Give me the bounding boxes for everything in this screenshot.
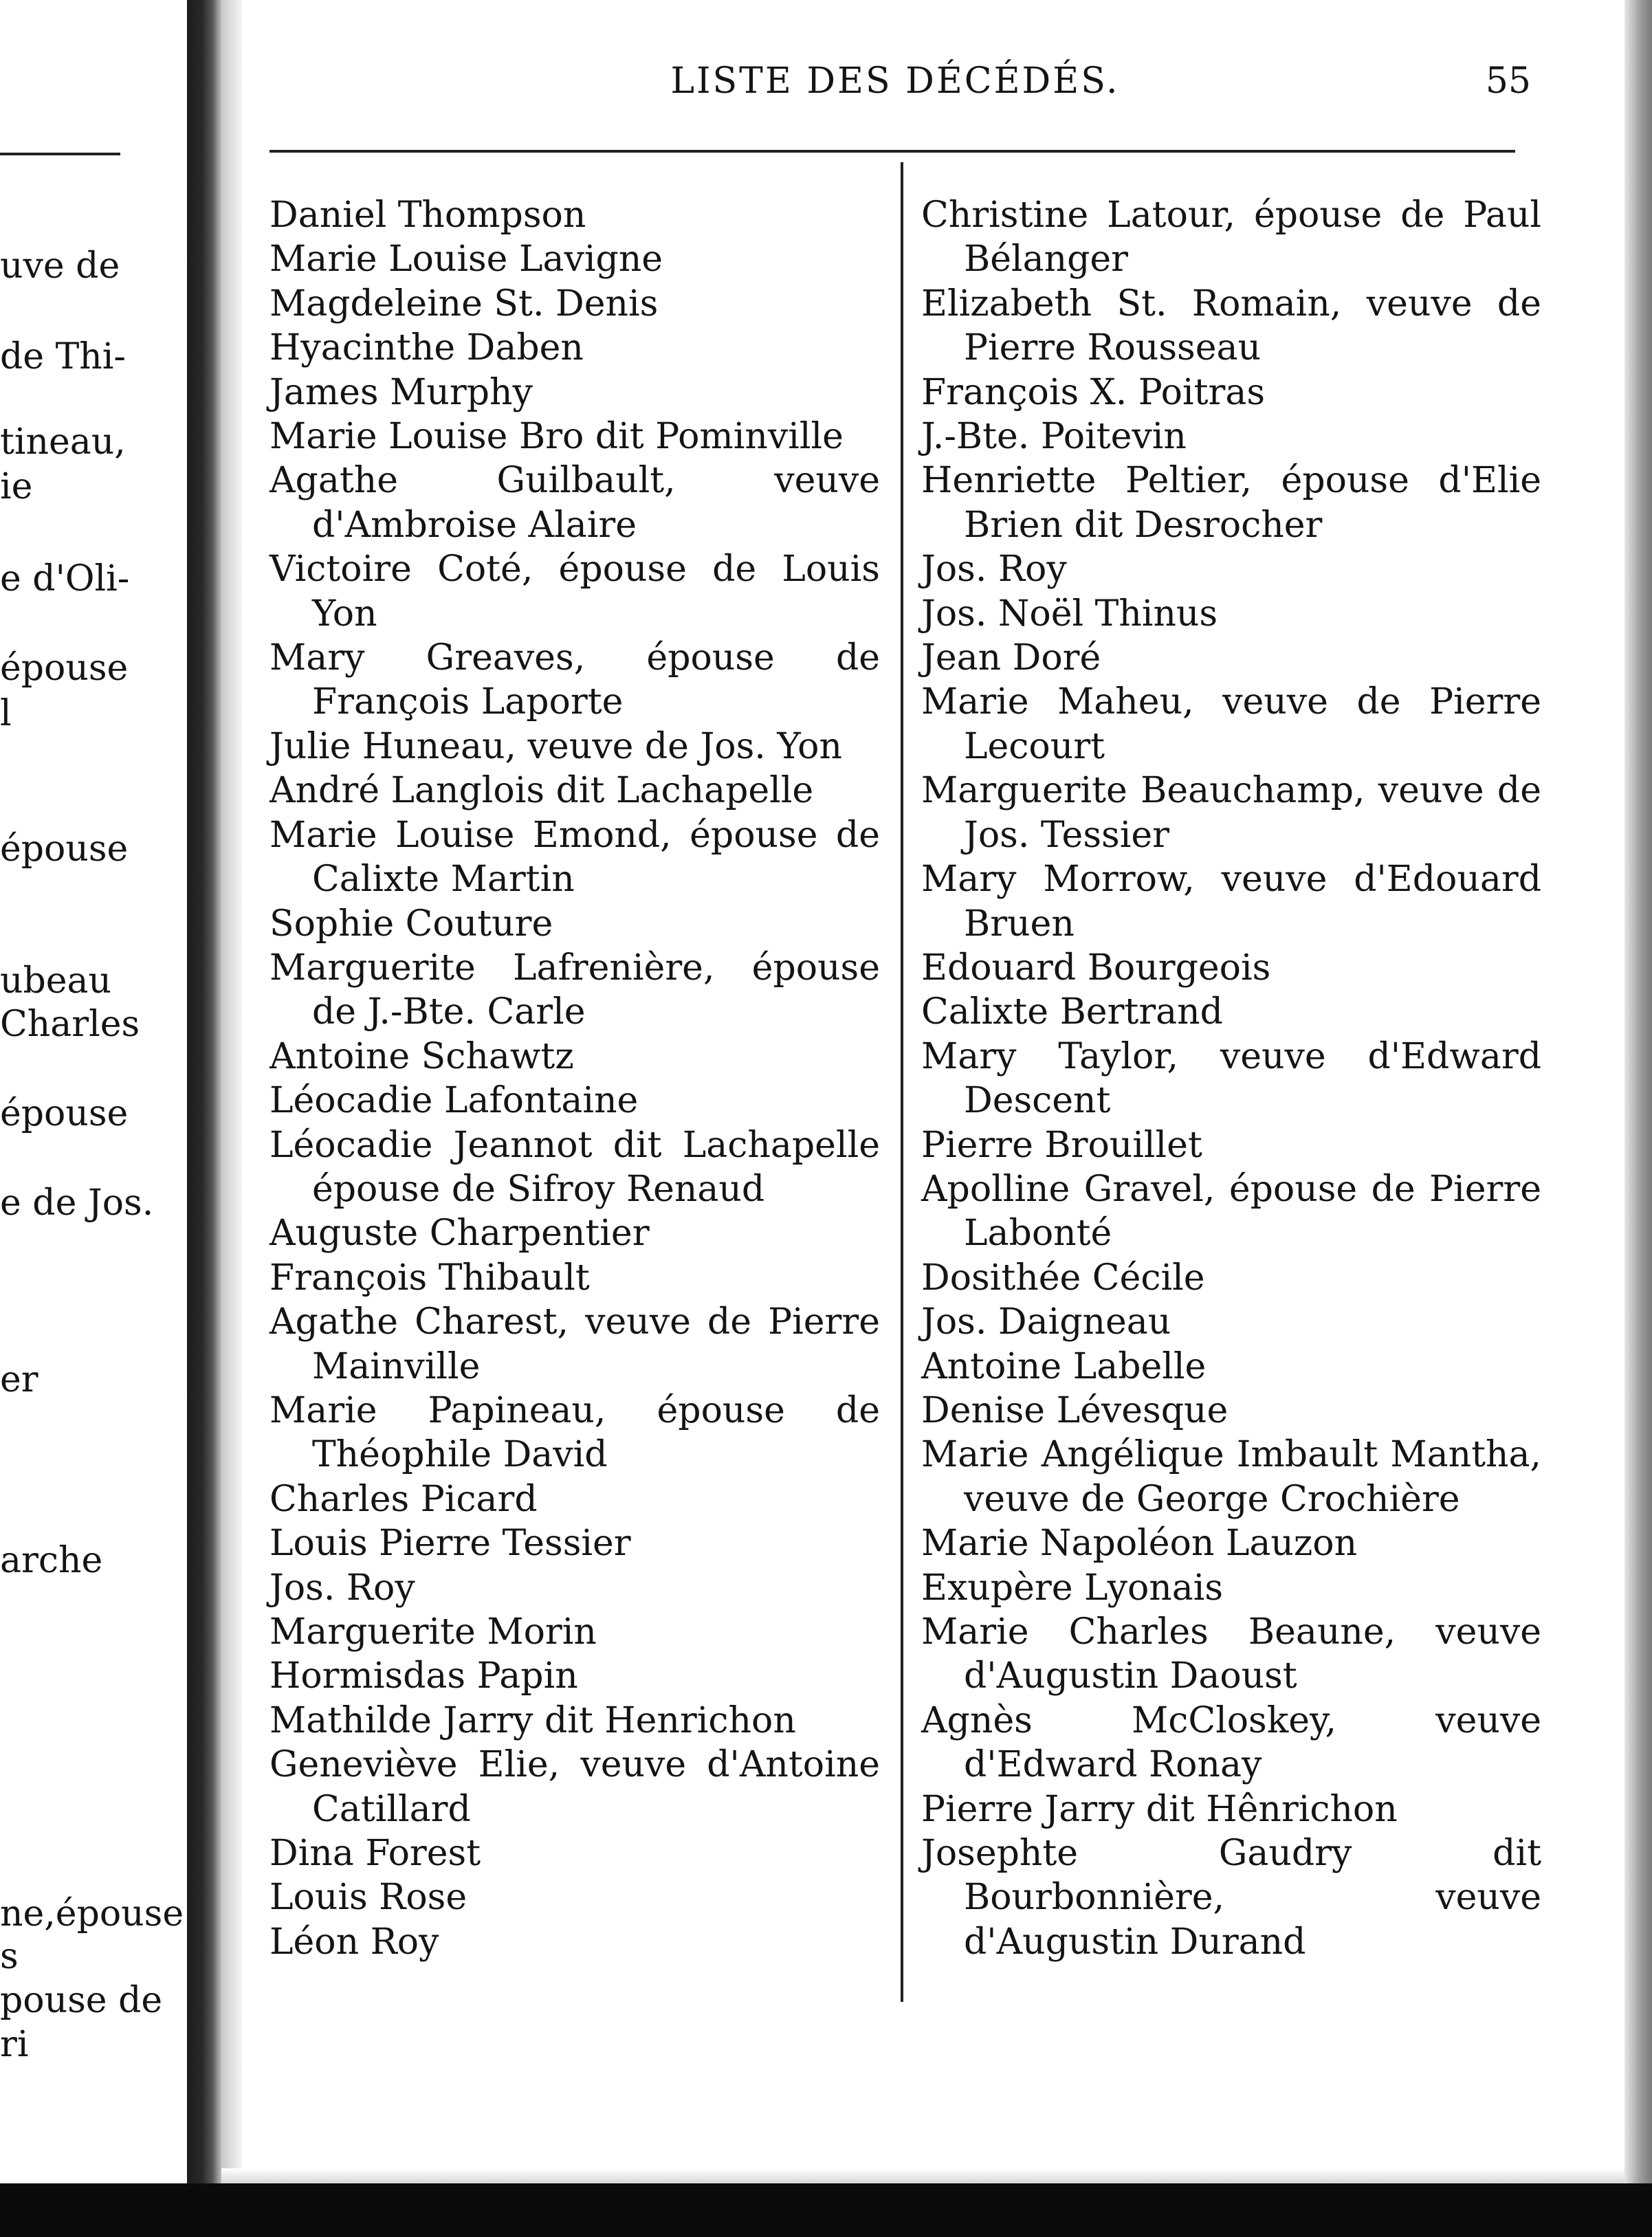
facing-page-line: Charles [0,1004,140,1045]
scan-bottom-border [0,2183,1652,2237]
death-entry: Marie Charles Beaune, veuve d'Augustin Daoust [921,1611,1541,1697]
death-entry: Calixte Bertrand [921,991,1223,1033]
death-entry: Mary Morrow, veuve d'Edouard Bruen [921,859,1541,945]
death-entry: Pierre Jarry dit Hênrichon [921,1788,1398,1830]
death-entry: André Langlois dit Lachapelle [269,770,814,812]
death-entry: Josephte Gaudry dit Bourbonnière, veuve d'Augustin Durand [921,1833,1541,1963]
facing-page-line: er [0,1359,38,1400]
death-entry: Marguerite Morin [269,1611,597,1653]
page-edge-shadow [221,0,242,2237]
death-entry: Dina Forest [269,1833,481,1875]
death-entry: Victoire Coté, épouse de Louis Yon [269,549,880,635]
death-entry: François X. Poitras [921,371,1266,413]
death-entry: Marie Maheu, veuve de Pierre Lecourt [921,681,1541,767]
book-gutter [187,0,221,2237]
death-entry: François Thibault [269,1257,590,1299]
death-entry: Jos. Noël Thinus [921,593,1218,635]
death-entry: Daniel Thompson [269,195,586,236]
death-entry: Apolline Gravel, épouse de Pierre Labonté [921,1168,1541,1255]
death-entry: Léocadie Jeannot dit Lachapelle épouse de Sifroy Renaud [269,1124,880,1210]
death-entry: Geneviève Elie, veuve d'Antoine Catillard [269,1744,880,1830]
facing-page-line: e de Jos. [0,1182,154,1224]
death-entry: James Murphy [269,371,533,413]
facing-page-line: ri [0,2024,29,2065]
death-entry: Antoine Schawtz [269,1035,574,1077]
facing-page-line: pouse de [0,1980,163,2021]
death-entry: Jean Doré [921,637,1101,679]
facing-page-line: tineau, [0,421,126,463]
death-entry: Marie Papineau, épouse de Théophile David [269,1389,880,1476]
death-entry: Mary Greaves, épouse de François Laporte [269,637,880,723]
header-rule [269,150,1515,153]
death-entry: Auguste Charpentier [269,1213,650,1255]
death-entry: Marguerite Lafrenière, épouse de J.-Bte. Carle [269,947,880,1033]
death-entry: Jos. Daigneau [921,1301,1171,1343]
death-entry: Agathe Guilbault, veuve d'Ambroise Alaire [269,460,880,546]
death-entry: Marie Napoléon Lauzon [921,1523,1358,1565]
death-entry: Henriette Peltier, épouse d'Elie Brien dit Desrocher [921,460,1541,546]
facing-page-line: l [0,693,12,734]
death-entry: Hyacinthe Daben [269,327,584,369]
death-entry: Agnès McCloskey, veuve d'Edward Ronay [921,1699,1541,1786]
death-entry: Marie Angélique Imbault Mantha, veuve de George Crochière [921,1434,1541,1520]
facing-page-line: uve de [0,245,120,287]
death-entry: Marie Louise Bro dit Pominville [269,416,844,458]
facing-page-line: épouse [0,648,129,689]
death-entry: Julie Huneau, veuve de Jos. Yon [269,725,842,767]
facing-page-line: ie [0,466,33,507]
death-entry: Charles Picard [269,1478,538,1520]
death-entry: Exupère Lyonais [921,1567,1224,1609]
death-entry: Hormisdas Papin [269,1655,578,1697]
death-entry: Christine Latour, épouse de Paul Bélanger [921,195,1541,280]
facing-page-line: ubeau [0,960,112,1002]
death-entry: Dosithée Cécile [921,1257,1205,1299]
facing-page-line: épouse [0,1093,129,1134]
column-divider [901,162,903,2002]
facing-page-line: épouse [0,828,129,870]
death-entry: J.-Bte. Poitevin [921,416,1187,458]
death-entry: Edouard Bourgeois [921,947,1271,989]
death-entry: Marie Louise Lavigne [269,239,663,280]
death-entry: Denise Lévesque [921,1389,1229,1431]
death-entry: Mathilde Jarry dit Henrichon [269,1699,796,1741]
facing-page-line: arche [0,1540,103,1581]
facing-page-line: de Thi- [0,336,126,377]
death-entry: Marguerite Beauchamp, veuve de Jos. Tessier [921,770,1541,856]
death-entry: Louis Rose [269,1877,467,1919]
death-entry: Magdeleine St. Denis [269,283,659,324]
death-entry: Elizabeth St. Romain, veuve de Pierre Rousseau [921,283,1541,369]
death-entry: Agathe Charest, veuve de Pierre Mainville [269,1301,880,1387]
death-entry: Marie Louise Emond, épouse de Calixte Martin [269,814,880,901]
death-entry: Louis Pierre Tessier [269,1523,631,1565]
facing-page-line: ne,épouse [0,1893,184,1935]
facing-page-rule [0,153,120,155]
right-column [921,193,1541,1964]
death-entry: Antoine Labelle [921,1345,1207,1387]
facing-page-line: s [0,1936,19,1977]
death-entry: Jos. Roy [269,1567,415,1609]
death-entry: Léon Roy [269,1921,439,1963]
death-entry: Sophie Couture [269,903,553,945]
page-number: 55 [1485,60,1531,102]
running-head: LISTE DES DÉCÉDÉS. [670,60,1120,102]
page-bottom-edge [221,2168,1625,2183]
death-entry: Pierre Brouillet [921,1124,1202,1166]
death-entry: Jos. Roy [921,549,1067,591]
facing-page-line: e d'Oli- [0,558,130,599]
death-entry: Léocadie Lafontaine [269,1080,639,1122]
facing-page-fragment [0,0,187,2237]
page-right-edge [1625,0,1652,2237]
death-entry: Mary Taylor, veuve d'Edward Descent [921,1035,1541,1122]
left-column [269,193,880,1964]
